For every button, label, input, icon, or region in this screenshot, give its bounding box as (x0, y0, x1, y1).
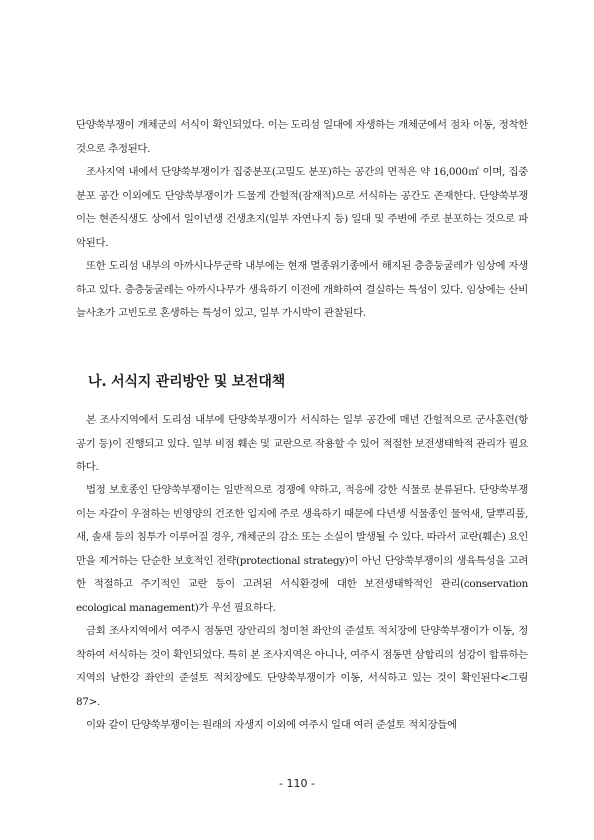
paragraph-6: 금회 조사지역에서 여주시 점동면 장안리의 청미천 좌안의 준설토 적치장에 단양쑥부쟁이가 이동, 정착하여 서식하는 것이 확인되었다. 특히 본 조사지역은 아니나, 여주시 점동면 삼합리의 섬강이 합류하는 지역의 남한강 좌안의 준설토 적치장에도 단양쑥부쟁이가 이동, 서식하고 있는 것이 확인된다<그림 87>. (76, 625, 528, 708)
paragraph-1: 단양쑥부쟁이 개체군의 서식이 확인되었다. 이는 도리섬 일대에 자생하는 개체군에서 점차 이동, 정착한 것으로 추정된다. (76, 119, 528, 155)
section-heading: 나. 서식지 관리방안 및 보전대책 (88, 374, 286, 390)
paragraph-5: 법정 보호종인 단양쑥부쟁이는 일반적으로 경쟁에 약하고, 적응에 강한 식물로 분류된다. 단양쑥부쟁이는 자갈이 우점하는 빈영양의 건조한 입지에 주로 생육하기 때문에 다년생 식물종인 물억새, 달뿌리풀, 새, 솔새 등의 침투가 이루어질 경우, 개체군의 감소 또는 소실이 발생될 수 있다. 따라서 교란(훼손) 요인만을 제거하는 단순한 보호적인 전략(protectional strategy)이 아닌 단양쑥부쟁이의 생육특성을 고려한 적절하고 주기적인 교란 등이 고려된 서식환경에 대한 보전생태학적인 관리(conservation ecological management)가 우선 필요하다. (76, 484, 528, 614)
page-number: - 110 - (279, 777, 315, 790)
paragraph-7: 이와 같이 단양쑥부쟁이는 원래의 자생지 이외에 여주시 일대 여러 준설토 적치장들에 (86, 719, 457, 731)
paragraph-4: 본 조사지역에서 도리섬 내부에 단양쑥부쟁이가 서식하는 일부 공간에 매년 간헐적으로 군사훈련(항공기 등)이 진행되고 있다. 일부 비점 훼손 및 교란으로 작용할 수 있어 적절한 보전생태학적 관리가 필요하다. (76, 414, 528, 473)
paragraph-2: 조사지역 내에서 단양쑥부쟁이가 집중분포(고밀도 분포)하는 공간의 면적은 약 16,000㎡ 이며, 집중분포 공간 이외에도 단양쑥부쟁이가 드물게 간헐적(잠재적)으로 서식하는 공간도 존재한다. 단양쑥부쟁이는 현존식생도 상에서 일이년생 건생초지(일부 자연나지 등) 일대 및 주변에 주로 분포하는 것으로 파악된다. (76, 166, 528, 249)
paragraph-3: 또한 도리섬 내부의 아까시나무군락 내부에는 현재 멸종위기종에서 해지된 층층둥굴레가 임상에 자생하고 있다. 층층둥굴레는 아까시나무가 생육하기 이전에 개화하여 결실하는 특성이 있다. 임상에는 산비늘사초가 고빈도로 혼생하는 특성이 있고, 일부 가시박이 관찰된다. (76, 260, 528, 319)
